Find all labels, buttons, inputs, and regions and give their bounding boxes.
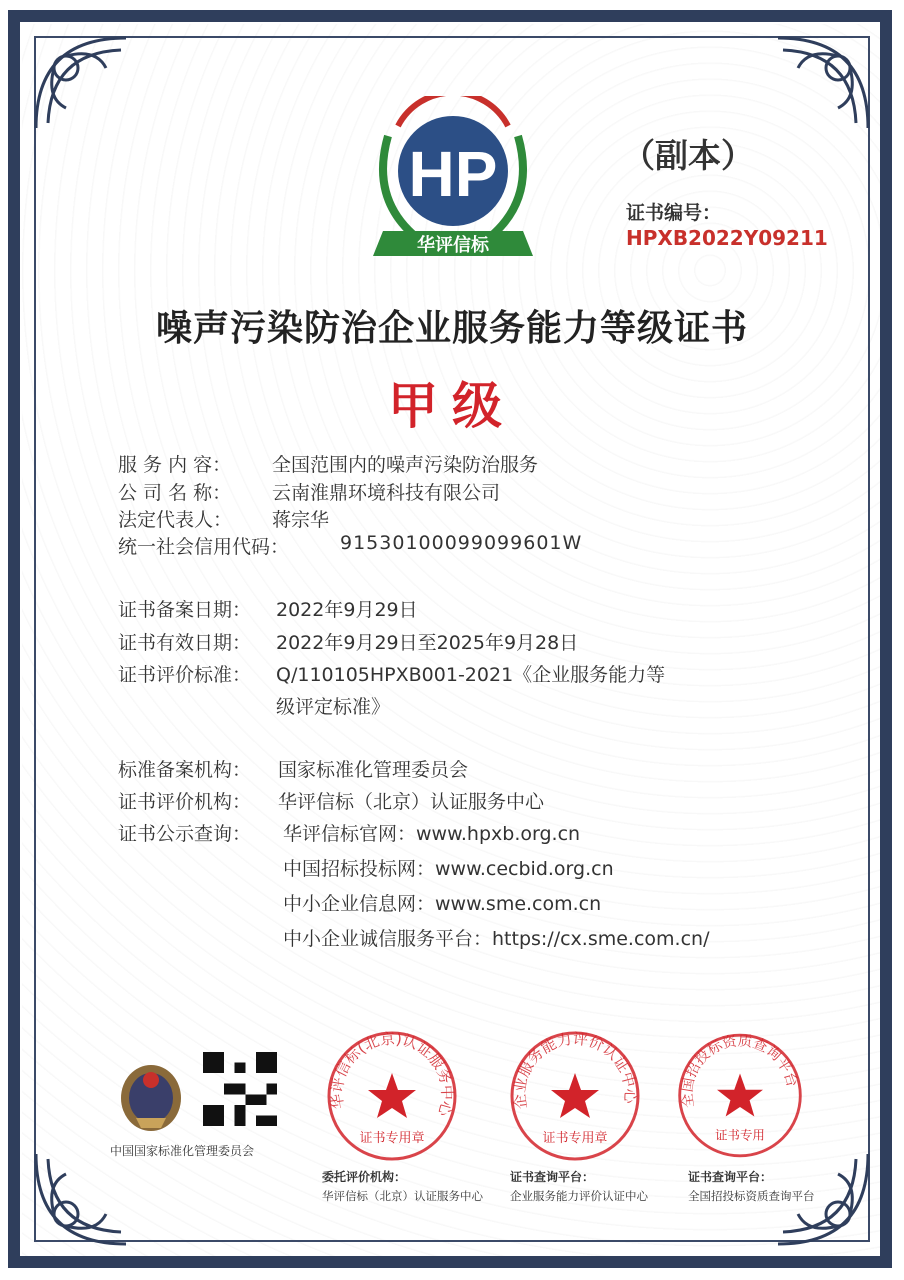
query-link[interactable]: 中国招标投标网：www.cecbid.org.cn — [283, 858, 614, 880]
field-value: 2022年9月29日至2025年9月28日 — [276, 632, 579, 654]
field-value: Q/110105HPXB001-2021《企业服务能力等 — [276, 664, 666, 686]
stamp-caption: 全国招投标资质查询平台 — [688, 1189, 815, 1203]
corner-ornament-icon — [768, 28, 878, 138]
field-valid-date — [118, 628, 579, 655]
svg-text:证书专用: 证书专用 — [715, 1127, 765, 1143]
stamp-label: 证书查询平台： — [688, 1170, 773, 1184]
field-value: 全国范围内的噪声污染防治服务 — [272, 454, 539, 476]
field-label: 公 司 名 称： — [118, 482, 232, 504]
field-label: 证书有效日期： — [118, 632, 252, 654]
field-label: 证书评价标准： — [118, 664, 252, 686]
national-emblem-icon — [116, 1058, 186, 1133]
qr-code-icon[interactable] — [203, 1052, 277, 1126]
field-standard-org — [118, 755, 469, 782]
field-service-scope — [118, 450, 539, 477]
hpxb-logo — [358, 96, 548, 276]
svg-text:证书专用章: 证书专用章 — [359, 1131, 425, 1146]
field-value: 2022年9月29日 — [276, 599, 418, 621]
field-label: 证书公示查询： — [118, 823, 252, 845]
field-company-name — [118, 478, 501, 505]
cert-number: HPXB2022Y09211 — [626, 226, 828, 250]
field-label: 法定代表人： — [118, 509, 233, 531]
field-credit-code — [118, 532, 583, 559]
corner-ornament-icon — [26, 28, 136, 138]
corner-ornament-icon — [26, 1144, 136, 1254]
field-filing-date — [118, 595, 418, 622]
field-value: 云南淮鼎环境科技有限公司 — [272, 482, 501, 504]
field-label: 服 务 内 容： — [118, 454, 232, 476]
stamp-caption: 华评信标（北京）认证服务中心 — [322, 1189, 483, 1203]
field-value: 91530100099099601W — [340, 532, 583, 554]
field-value: 华评信标（北京）认证服务中心 — [278, 791, 545, 813]
field-value: 国家标准化管理委员会 — [278, 759, 469, 781]
field-value: 蒋宗华 — [272, 509, 330, 531]
field-standard — [118, 660, 666, 718]
seal-stamp-1 — [322, 1028, 462, 1163]
certificate-grade: 甲级 — [388, 377, 516, 435]
field-value: 级评定标准》 — [276, 696, 391, 718]
field-public-query — [118, 819, 581, 846]
stamp-label: 证书查询平台： — [510, 1170, 595, 1184]
field-label: 统一社会信用代码： — [118, 536, 290, 558]
copy-mark: （副本） — [622, 136, 754, 175]
field-label: 证书评价机构： — [118, 791, 252, 813]
certificate-title: 噪声污染防治企业服务能力等级证书 — [155, 308, 748, 349]
cert-number-label: 证书编号： — [626, 202, 722, 224]
svg-text:证书专用章: 证书专用章 — [542, 1131, 608, 1146]
field-eval-org — [118, 787, 545, 814]
query-link[interactable]: 华评信标官网：www.hpxb.org.cn — [283, 823, 581, 845]
svg-text:华评信标: 华评信标 — [417, 235, 489, 256]
emblem-caption: 中国国家标准化管理委员会 — [110, 1144, 255, 1158]
field-legal-rep — [118, 505, 330, 532]
stamp-label: 委托评价机构： — [322, 1170, 407, 1184]
svg-text:HP: HP — [408, 138, 498, 210]
seal-stamp-3 — [673, 1030, 807, 1160]
query-link[interactable]: 中小企业诚信服务平台：https://cx.sme.com.cn/ — [283, 928, 710, 950]
field-label: 标准备案机构： — [118, 759, 252, 781]
query-link[interactable]: 中小企业信息网：www.sme.com.cn — [283, 893, 602, 915]
svg-text:企业服务能力评价认证中心: 企业服务能力评价认证中心 — [510, 1029, 640, 1111]
seal-stamp-2 — [505, 1028, 645, 1163]
svg-text:全国招投标资质查询平台: 全国招投标资质查询平台 — [679, 1033, 800, 1109]
field-label: 证书备案日期： — [118, 599, 252, 621]
svg-text:华评信标(北京)认证服务中心: 华评信标(北京)认证服务中心 — [327, 1029, 457, 1119]
stamp-caption: 企业服务能力评价认证中心 — [510, 1189, 648, 1203]
